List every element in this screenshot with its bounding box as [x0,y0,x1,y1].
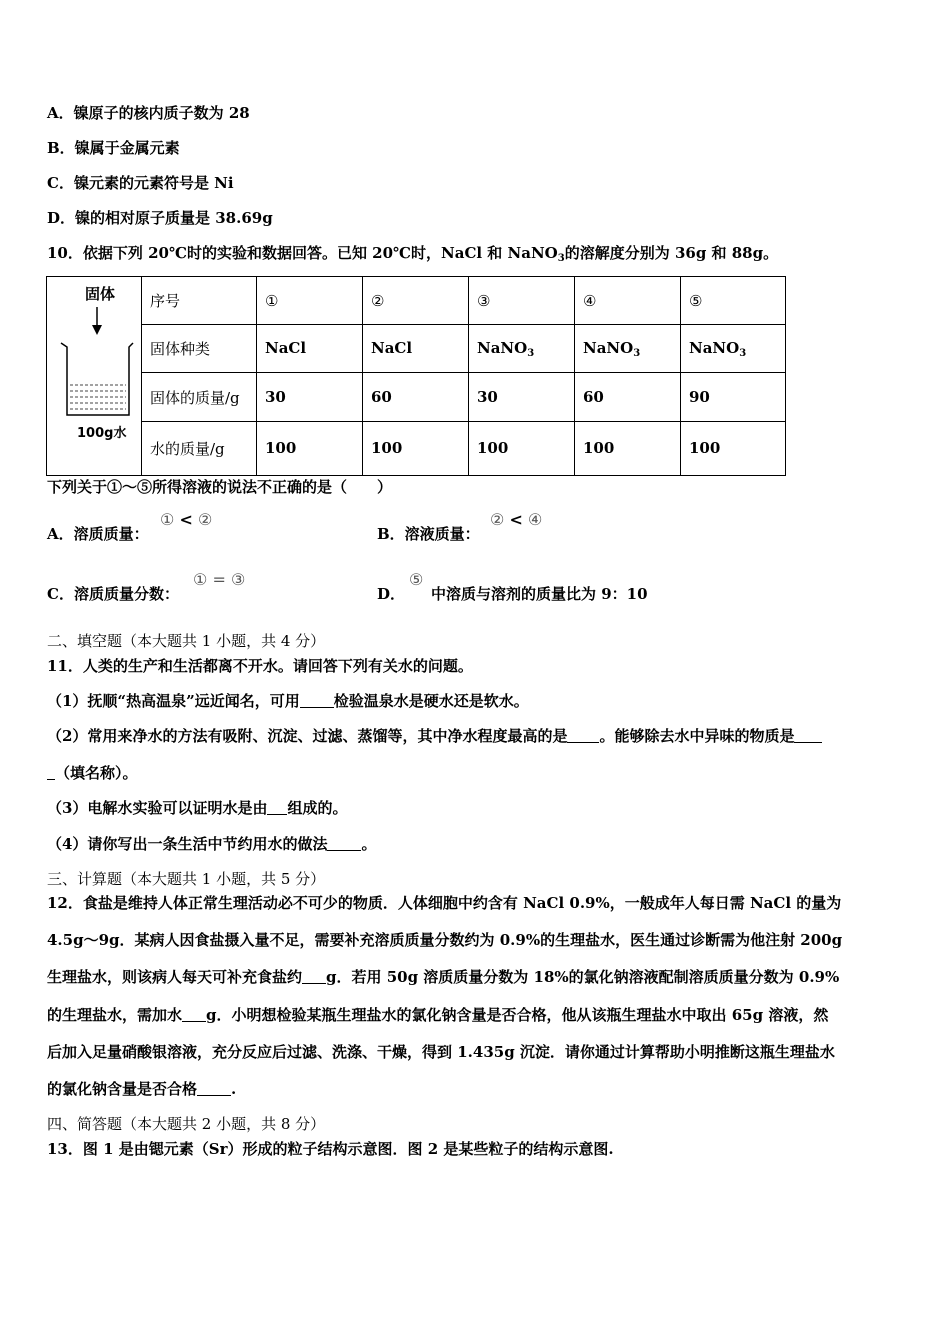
answer-blank[interactable] [182,1007,206,1022]
water-label: 100g水 [77,426,127,441]
q10-option-c-label: C．溶质质量分数： [47,585,179,603]
section2-heading: 二、填空题（本大题共 1 小题，共 4 分） [47,632,326,650]
q10-option-d-label: D． [377,585,406,603]
row-label-number: 序号 [142,277,257,325]
q13-stem: 13．图 1 是由锶元素（Sr）形成的粒子结构示意图．图 2 是某些粒子的结构示意图. [47,1140,614,1158]
water-mass-cell: 100 [257,421,363,475]
q12-line5: 后加入足量硝酸银溶液，充分反应后过滤、洗涤、干燥，得到 1.435g 沉淀．请你通过计算帮助小明推断这瓶生理盐水 [47,1043,835,1061]
q10-option-a-expr: ① < ② [160,510,213,529]
solid-cell: NaNO$_3$ [575,325,681,373]
answer-blank[interactable] [567,728,599,743]
section4-heading: 四、简答题（本大题共 2 小题，共 8 分） [47,1115,326,1133]
water-mass-cell: 100 [681,421,786,475]
col-2: ② [363,277,469,325]
q9-option-a: A．镍原子的核内质子数为 28 [47,104,250,122]
q10-question: 下列关于①～⑤所得溶液的说法不正确的是（ ） [47,478,393,496]
q9-option-d: D．镍的相对原子质量是 38.69g [47,209,273,227]
q11-stem: 11．人类的生产和生活都离不开水。请回答下列有关水的问题。 [47,657,473,675]
water-mass-cell: 100 [363,421,469,475]
section3-heading: 三、计算题（本大题共 1 小题，共 5 分） [47,870,326,888]
q12-line6: 的氯化钠含量是否合格 . [47,1080,237,1098]
solid-cell: NaCl [257,325,363,373]
q10-option-c-expr: ① = ③ [193,570,246,589]
arrowhead-icon [92,325,102,335]
q11-part1: （1）抚顺“热高温泉”远近闻名，可用 检验温泉水是硬水还是软水。 [47,692,529,710]
solid-mass-cell: 60 [575,373,681,421]
q12-line3: 生理盐水，则该病人每天可补充食盐约 g．若用 50g 溶质质量分数为 18%的氯化钠溶液配制溶质质量分数为 0.9% [47,968,840,986]
answer-blank[interactable] [300,693,334,708]
col-1: ① [257,277,363,325]
answer-blank[interactable] [197,1081,231,1096]
beaker-figure [47,277,141,471]
solid-mass-cell: 90 [681,373,786,421]
q11-part2-cont: （填名称）。 [47,763,138,783]
water-mass-cell: 100 [469,421,575,475]
row-label-solid-mass: 固体的质量/g [142,373,257,421]
solid-mass-cell: 60 [363,373,469,421]
solid-mass-cell: 30 [469,373,575,421]
solid-mass-cell: 30 [257,373,363,421]
water-level-icon [70,385,126,409]
q10-option-b-label: B．溶液质量： [377,525,480,543]
answer-blank[interactable] [267,800,287,815]
solid-label: 固体 [85,285,116,303]
q10-stem: 10．依据下列 20℃时的实验和数据回答。已知 20℃时，NaCl 和 NaNO$_3$的溶解度分别为 36g 和 88g。 [47,244,779,264]
col-3: ③ [469,277,575,325]
answer-blank[interactable] [47,765,55,780]
col-5: ⑤ [681,277,786,325]
answer-blank[interactable] [302,969,326,984]
answer-blank[interactable] [327,836,361,851]
q11-part2: （2）常用来净水的方法有吸附、沉淀、过滤、蒸馏等，其中净水程度最高的是 。能够除去水中异味的物质是 [47,726,822,746]
q10-option-d-symbol: ⑤ [409,570,424,589]
q10-data-table [46,276,786,476]
q12-line1: 12．食盐是维持人体正常生理活动必不可少的物质．人体细胞中约含有 NaCl 0.9%，一般成年人每日需 NaCl 的量为 [47,894,842,912]
solid-cell: NaNO$_3$ [681,325,786,373]
q9-option-c: C．镍元素的元素符号是 Ni [47,174,234,192]
q11-part3: （3）电解水实验可以证明水是由 组成的。 [47,799,348,817]
q10-option-b-expr: ② < ④ [490,510,543,529]
q10-option-d-text: 中溶质与溶剂的质量比为 9：10 [431,585,648,603]
q10-option-a-label: A．溶质质量： [47,525,149,543]
q11-part4: （4）请你写出一条生活中节约用水的做法 。 [47,835,377,853]
col-4: ④ [575,277,681,325]
row-label-solid: 固体种类 [142,325,257,373]
solid-cell: NaCl [363,325,469,373]
q12-line2: 4.5g～9g．某病人因食盐摄入量不足，需要补充溶质质量分数约为 0.9%的生理盐水，医生通过诊断需为他注射 200g [47,931,843,949]
row-label-water-mass: 水的质量/g [142,421,257,475]
answer-blank[interactable] [794,728,822,743]
q12-line4: 的生理盐水，需加水 g．小明想检验某瓶生理盐水的氯化钠含量是否合格，他从该瓶生理盐水中取出 65g 溶液，然 [47,1006,829,1024]
water-mass-cell: 100 [575,421,681,475]
solid-cell: NaNO$_3$ [469,325,575,373]
beaker-figure-cell [47,277,142,476]
beaker-icon [61,343,133,415]
q9-option-b: B．镍属于金属元素 [47,139,180,157]
